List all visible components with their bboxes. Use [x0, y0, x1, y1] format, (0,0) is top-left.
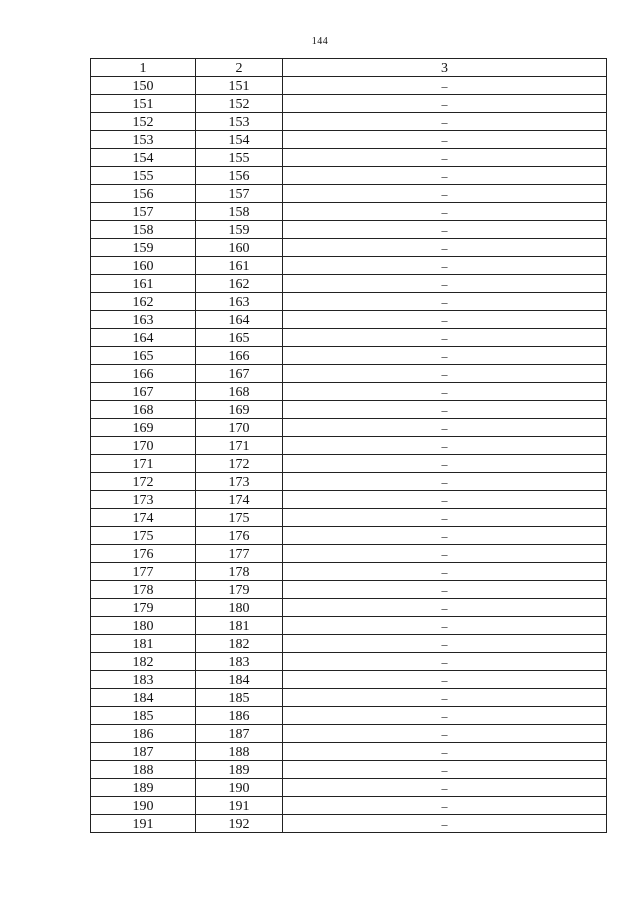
table-row [91, 815, 607, 833]
table-cell-col-3: – [283, 815, 607, 833]
table-cell-col-3: – [283, 221, 607, 239]
table-row [91, 383, 607, 401]
table-body [91, 77, 607, 833]
table-cell-col-3: – [283, 185, 607, 203]
data-table [90, 58, 607, 833]
page-number: 144 [311, 36, 329, 47]
table-cell-col-1: 158 [91, 221, 196, 239]
table-cell-col-1: 153 [91, 131, 196, 149]
table-cell-col-1: 156 [91, 185, 196, 203]
table-row [91, 581, 607, 599]
table-cell-col-2: 182 [196, 635, 283, 653]
table-cell-col-3: – [283, 239, 607, 257]
table-row [91, 707, 607, 725]
table-cell-col-3: – [283, 455, 607, 473]
table-row [91, 545, 607, 563]
table-cell-col-1: 152 [91, 113, 196, 131]
table-cell-col-2: 159 [196, 221, 283, 239]
table-row [91, 77, 607, 95]
table-cell-col-2: 184 [196, 671, 283, 689]
table-row [91, 203, 607, 221]
table-cell-col-3: – [283, 671, 607, 689]
table-cell-col-2: 188 [196, 743, 283, 761]
table-cell-col-1: 171 [91, 455, 196, 473]
table-cell-col-1: 183 [91, 671, 196, 689]
table-cell-col-3: – [283, 491, 607, 509]
table-cell-col-2: 169 [196, 401, 283, 419]
table-cell-col-2: 158 [196, 203, 283, 221]
table-cell-col-1: 168 [91, 401, 196, 419]
table-row [91, 635, 607, 653]
table-cell-col-2: 177 [196, 545, 283, 563]
table-row [91, 185, 607, 203]
table-cell-col-2: 180 [196, 599, 283, 617]
table-cell-col-1: 160 [91, 257, 196, 275]
table-cell-col-2: 168 [196, 383, 283, 401]
table-cell-col-1: 185 [91, 707, 196, 725]
table-cell-col-2: 173 [196, 473, 283, 491]
table-cell-col-1: 190 [91, 797, 196, 815]
table-cell-col-2: 161 [196, 257, 283, 275]
table-cell-col-1: 181 [91, 635, 196, 653]
table-cell-col-1: 175 [91, 527, 196, 545]
table-cell-col-2: 163 [196, 293, 283, 311]
column-header-2: 2 [196, 59, 283, 77]
table-row [91, 167, 607, 185]
table-row [91, 293, 607, 311]
table-cell-col-1: 155 [91, 167, 196, 185]
table-cell-col-3: – [283, 293, 607, 311]
header-row [91, 59, 607, 77]
table-cell-col-1: 179 [91, 599, 196, 617]
table-cell-col-2: 183 [196, 653, 283, 671]
table-cell-col-2: 175 [196, 509, 283, 527]
table-cell-col-3: – [283, 563, 607, 581]
table-cell-col-1: 172 [91, 473, 196, 491]
table-cell-col-2: 176 [196, 527, 283, 545]
table-cell-col-1: 165 [91, 347, 196, 365]
table-row [91, 437, 607, 455]
table-cell-col-2: 153 [196, 113, 283, 131]
table-cell-col-1: 176 [91, 545, 196, 563]
table-row [91, 329, 607, 347]
table-header [91, 59, 607, 77]
table-cell-col-3: – [283, 653, 607, 671]
table-row [91, 401, 607, 419]
table-cell-col-2: 165 [196, 329, 283, 347]
table-cell-col-1: 182 [91, 653, 196, 671]
table-cell-col-3: – [283, 527, 607, 545]
table-row [91, 149, 607, 167]
table-cell-col-3: – [283, 347, 607, 365]
table-row [91, 563, 607, 581]
table-row [91, 725, 607, 743]
table-row [91, 455, 607, 473]
table-row [91, 221, 607, 239]
table-row [91, 275, 607, 293]
table-cell-col-3: – [283, 761, 607, 779]
table-cell-col-3: – [283, 275, 607, 293]
table-cell-col-1: 184 [91, 689, 196, 707]
table-row [91, 311, 607, 329]
table-cell-col-1: 177 [91, 563, 196, 581]
table-cell-col-1: 164 [91, 329, 196, 347]
table-row [91, 509, 607, 527]
table-cell-col-3: – [283, 617, 607, 635]
table-cell-col-3: – [283, 131, 607, 149]
table-cell-col-3: – [283, 113, 607, 131]
table-cell-col-1: 162 [91, 293, 196, 311]
table-cell-col-2: 162 [196, 275, 283, 293]
table-row [91, 653, 607, 671]
table-cell-col-2: 171 [196, 437, 283, 455]
table-row [91, 779, 607, 797]
table-cell-col-3: – [283, 473, 607, 491]
table-cell-col-3: – [283, 383, 607, 401]
table-cell-col-3: – [283, 167, 607, 185]
table-cell-col-3: – [283, 797, 607, 815]
table-cell-col-2: 190 [196, 779, 283, 797]
table-row [91, 239, 607, 257]
table-cell-col-3: – [283, 707, 607, 725]
table-cell-col-2: 189 [196, 761, 283, 779]
table-cell-col-3: – [283, 599, 607, 617]
table-cell-col-3: – [283, 95, 607, 113]
table-cell-col-2: 152 [196, 95, 283, 113]
table-cell-col-1: 151 [91, 95, 196, 113]
table-row [91, 617, 607, 635]
table-cell-col-2: 174 [196, 491, 283, 509]
table-cell-col-1: 189 [91, 779, 196, 797]
table-cell-col-2: 172 [196, 455, 283, 473]
table-cell-col-3: – [283, 779, 607, 797]
table-row [91, 527, 607, 545]
table-cell-col-1: 150 [91, 77, 196, 95]
table-cell-col-3: – [283, 365, 607, 383]
table-cell-col-2: 191 [196, 797, 283, 815]
table-cell-col-2: 181 [196, 617, 283, 635]
table-row [91, 761, 607, 779]
table-cell-col-1: 174 [91, 509, 196, 527]
table-row [91, 599, 607, 617]
table-cell-col-2: 151 [196, 77, 283, 95]
table-cell-col-1: 173 [91, 491, 196, 509]
table-cell-col-1: 159 [91, 239, 196, 257]
table-cell-col-1: 178 [91, 581, 196, 599]
table-cell-col-2: 185 [196, 689, 283, 707]
table-cell-col-2: 178 [196, 563, 283, 581]
table-row [91, 95, 607, 113]
column-header-3: 3 [283, 59, 607, 77]
table-cell-col-1: 170 [91, 437, 196, 455]
table-cell-col-1: 191 [91, 815, 196, 833]
table-cell-col-3: – [283, 581, 607, 599]
table-cell-col-3: – [283, 329, 607, 347]
table-cell-col-2: 192 [196, 815, 283, 833]
table-cell-col-2: 170 [196, 419, 283, 437]
table-cell-col-3: – [283, 743, 607, 761]
table-cell-col-3: – [283, 257, 607, 275]
table-cell-col-2: 154 [196, 131, 283, 149]
table-row [91, 347, 607, 365]
table-row [91, 473, 607, 491]
table-row [91, 689, 607, 707]
table-cell-col-3: – [283, 545, 607, 563]
table-cell-col-3: – [283, 311, 607, 329]
table-row [91, 419, 607, 437]
table-cell-col-1: 169 [91, 419, 196, 437]
table-row [91, 131, 607, 149]
table-cell-col-3: – [283, 149, 607, 167]
table-row [91, 365, 607, 383]
table-row [91, 743, 607, 761]
table-cell-col-2: 157 [196, 185, 283, 203]
table-cell-col-1: 167 [91, 383, 196, 401]
table-cell-col-2: 167 [196, 365, 283, 383]
table-row [91, 797, 607, 815]
table-cell-col-1: 187 [91, 743, 196, 761]
table-row [91, 671, 607, 689]
table-cell-col-1: 157 [91, 203, 196, 221]
table-cell-col-2: 164 [196, 311, 283, 329]
table-cell-col-2: 155 [196, 149, 283, 167]
table-cell-col-3: – [283, 689, 607, 707]
table-cell-col-3: – [283, 419, 607, 437]
table-cell-col-2: 156 [196, 167, 283, 185]
table-cell-col-1: 161 [91, 275, 196, 293]
table-cell-col-3: – [283, 437, 607, 455]
table-cell-col-3: – [283, 509, 607, 527]
table-cell-col-1: 180 [91, 617, 196, 635]
table-cell-col-1: 166 [91, 365, 196, 383]
table-cell-col-2: 166 [196, 347, 283, 365]
table-row [91, 491, 607, 509]
table-cell-col-2: 187 [196, 725, 283, 743]
table-row [91, 257, 607, 275]
table-cell-col-3: – [283, 635, 607, 653]
table-cell-col-1: 163 [91, 311, 196, 329]
table-cell-col-2: 186 [196, 707, 283, 725]
column-header-1: 1 [91, 59, 196, 77]
table-cell-col-3: – [283, 725, 607, 743]
table-cell-col-2: 160 [196, 239, 283, 257]
table-cell-col-1: 188 [91, 761, 196, 779]
table-cell-col-2: 179 [196, 581, 283, 599]
table-cell-col-3: – [283, 401, 607, 419]
table-cell-col-3: – [283, 77, 607, 95]
table-cell-col-3: – [283, 203, 607, 221]
table-row [91, 113, 607, 131]
table-cell-col-1: 186 [91, 725, 196, 743]
table-cell-col-1: 154 [91, 149, 196, 167]
